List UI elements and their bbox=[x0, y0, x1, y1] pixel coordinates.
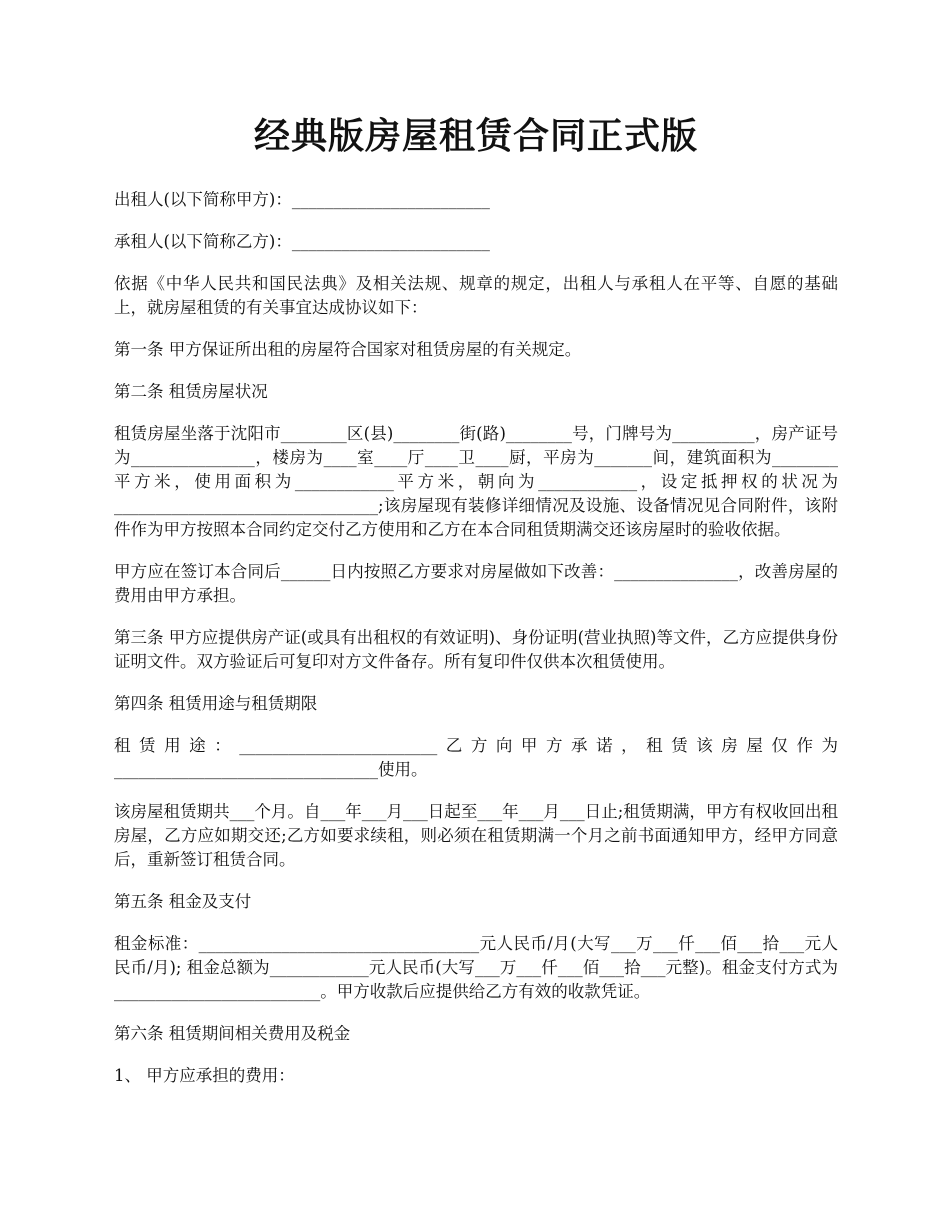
article-3: 第三条 甲方应提供房产证(或具有出租权的有效证明)、身份证明(营业执照)等文件，乙方应提供身份证明文件。双方验证后可复印对方文件备存。所有复印件仅供本次租赁使用。 bbox=[114, 628, 838, 671]
article-1: 第一条 甲方保证所出租的房屋符合国家对租赁房屋的有关规定。 bbox=[114, 340, 582, 359]
article-5-heading: 第五条 租金及支付 bbox=[114, 892, 252, 911]
lessor-line: 出租人(以下简称甲方)：________________________ bbox=[114, 190, 490, 209]
rent-paragraph: 租金标准：__________________________________元人民币/月(大写___万___仟___佰___拾___元人民币/月); 租金总额为____________元人民币(大写___万___仟___佰___拾___元整)。租金支付方式为_________________________。甲方收款后应提供给乙方有效的收款凭证。 bbox=[114, 934, 838, 1001]
article-4-heading: 第四条 租赁用途与租赁期限 bbox=[114, 694, 318, 713]
document-title: 经典版房屋租赁合同正式版 bbox=[253, 115, 698, 157]
lessor-costs-item: 1、 甲方应承担的费用： bbox=[114, 1066, 295, 1085]
preamble-paragraph: 依据《中华人民共和国民法典》及相关法规、规章的规定，出租人与承租人在平等、自愿的基础上，就房屋租赁的有关事宜达成协议如下： bbox=[114, 274, 838, 317]
property-details-paragraph: 租赁房屋坐落于沈阳市________区(县)________街(路)________号，门牌号为__________，房产证号为_______________，楼房为____室____厅____卫____厨，平房为_______间，建筑面积为________平方米，使用面积为____________平方米，朝向为____________，设定抵押权的状况为________________________________;该房屋现有装修详细情况及设施、设备情况见合同附件，该附件作为甲方按照本合同约定交付乙方使用和乙方在本合同租赁期满交还该房屋时的验收依据。 bbox=[114, 424, 838, 539]
lessee-line: 承租人(以下简称乙方)：________________________ bbox=[114, 232, 490, 251]
article-2-heading: 第二条 租赁房屋状况 bbox=[114, 382, 268, 401]
usage-paragraph: 租赁用途：________________________乙方向甲方承诺，租赁该房屋仅作为________________________________使用。 bbox=[114, 736, 838, 779]
improvement-paragraph: 甲方应在签订本合同后______日内按照乙方要求对房屋做如下改善：_______________，改善房屋的费用由甲方承担。 bbox=[114, 562, 838, 605]
term-paragraph: 该房屋租赁期共___个月。自___年___月___日起至___年___月___日止;租赁期满，甲方有权收回出租房屋，乙方应如期交还;乙方如要求续租，则必须在租赁期满一个月之前书面通知甲方，经甲方同意后，重新签订租赁合同。 bbox=[114, 802, 838, 869]
article-6-heading: 第六条 租赁期间相关费用及税金 bbox=[114, 1024, 351, 1043]
